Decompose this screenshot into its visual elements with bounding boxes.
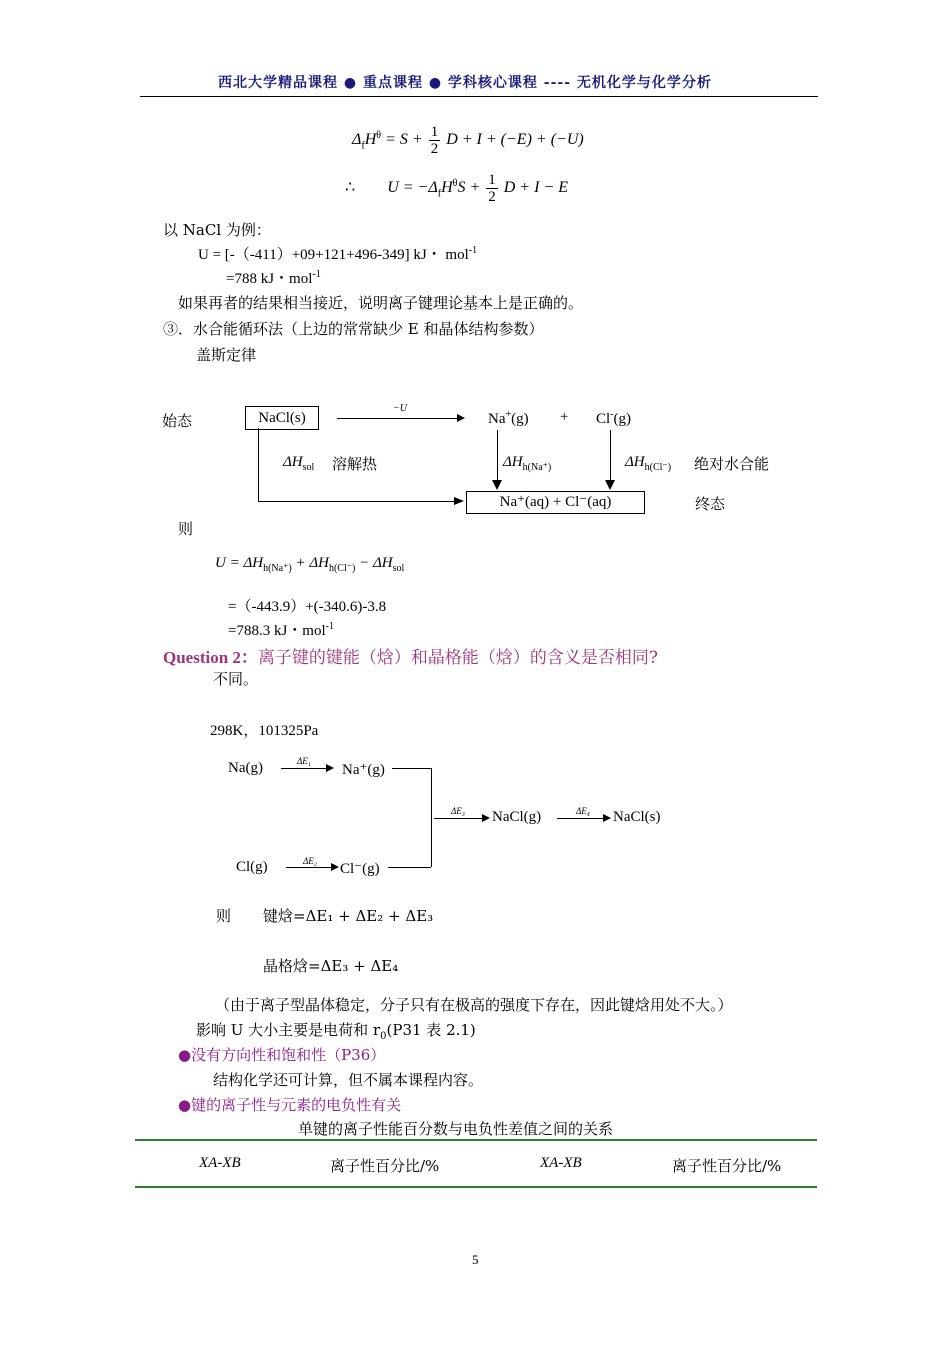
table-title: 单键的离子性能百分数与电负性差值之间的关系 [298, 1120, 614, 1138]
answer-text: 不同。 [213, 670, 259, 688]
cl-minus-gas: Cl⁻(g) [340, 861, 380, 877]
calc-line-2: =788 kJ・mol$^{-1}$ [226, 269, 321, 287]
arrow-head-right-icon [482, 814, 490, 822]
arrow-e3 [434, 818, 482, 819]
numeric-calc-2: =788.3 kJ・mol$^{-1}$ [228, 621, 334, 639]
dh-cl-hydration-label: $\Delta H_{h(Cl^-)}$ [625, 454, 672, 473]
absolute-hydration-energy-label: 绝对水合能 [694, 455, 770, 473]
numeric-calc-1: =（-443.9）+(-340.6)-3.8 [228, 599, 387, 615]
cl-gas-ion: Cl-(g) [596, 409, 632, 427]
na-gas-ion: Na+(g) [488, 409, 529, 427]
delta-e1-label: ΔE₁ [297, 756, 311, 766]
arrow-head-right-icon [331, 863, 339, 871]
born-haber-equation-2: ∴ $U = -\Delta_fH^\theta S$ + $\frac{1}{2}$ D + I − E [345, 172, 568, 205]
lattice-enthalpy-equation: 晶格焓=ΔE₃ + ΔE₄ [263, 957, 399, 975]
structural-chem-note: 结构化学还可计算，但不属本课程内容。 [213, 1071, 484, 1089]
arrow-e4 [557, 818, 603, 819]
bullet-no-direction: ●没有方向性和饱和性（P36） [178, 1046, 386, 1064]
nacl-solid: NaCl(s) [613, 809, 661, 825]
na-hydration-line [497, 430, 498, 480]
connector-bottom [388, 867, 431, 868]
sol-path-horizontal [258, 501, 454, 502]
table-header-cell: 离子性百分比/% [672, 1157, 782, 1175]
page-number: 5 [472, 1252, 479, 1267]
conditions-text: 298K，101325Pa [210, 723, 319, 739]
then-label-2: 则 [216, 907, 232, 925]
minus-u-label: −U [393, 403, 407, 414]
arrow-e1 [281, 768, 326, 769]
delta-e2-label: ΔE₂ [303, 856, 317, 866]
table-header-cell: XA-XB [540, 1155, 582, 1171]
delta-e3-label: ΔE₃ [451, 806, 465, 816]
calc-line-1: U = [-（-411）+09+121+496-349] kJ・ mol$^{-1}$ [198, 245, 478, 263]
born-haber-equation-1: $\Delta_fH^\theta = S$ + $\frac{1}{2}$ D + I + (−E) + (−U) [352, 124, 584, 157]
dissolution-heat-label: 溶解热 [332, 455, 378, 473]
nacl-solid-box: NaCl(s) [245, 406, 319, 430]
connector-top [392, 768, 431, 769]
table-top-rule [135, 1139, 817, 1141]
hess-law-label: 盖斯定律 [196, 346, 257, 364]
sol-path-vertical [258, 428, 259, 501]
aqueous-ions-box: Na⁺(aq) + Cl⁻(aq) [466, 491, 645, 514]
header-rule [140, 96, 818, 97]
arrow-e2 [286, 867, 331, 868]
conclusion-text: 如果再者的结果相当接近，说明离子键理论基本上是正确的。 [178, 294, 584, 312]
bullet-electronegativity: ●键的离子性与元素的电负性有关 [178, 1096, 402, 1114]
lattice-energy-equation: $U = \Delta H_{h(Na^+)} + \Delta H_{h(Cl^-)} - \Delta H_{sol}$ [215, 555, 405, 574]
plus-sign: + [560, 409, 569, 425]
cl-hydration-line [610, 430, 611, 480]
example-intro: 以 NaCl 为例： [163, 221, 271, 239]
dh-na-hydration-label: $\Delta H_{h(Na^+)}$ [503, 454, 552, 473]
note-ionic-crystal: （由于离子型晶体稳定，分子只有在极高的强度下存在，因此键焓用处不大。） [215, 996, 733, 1014]
arrow-head-right-icon [603, 814, 611, 822]
nacl-gas: NaCl(g) [492, 809, 542, 825]
table-header-rule [135, 1186, 817, 1188]
delta-e4-label: ΔE₄ [576, 806, 590, 816]
then-label-1: 则 [178, 520, 194, 538]
arrow-to-gas-ions [337, 418, 457, 419]
na-plus-gas: Na⁺(g) [342, 762, 385, 778]
bond-enthalpy-equation: 键焓=ΔE₁ + ΔE₂ + ΔE₃ [263, 907, 434, 925]
method-3-heading: ③．水合能循环法（上边的常常缺少 E 和晶体结构参数） [163, 320, 544, 338]
note-u-factors: 影响 U 大小主要是电荷和 $r_0(P31$ 表 2.1) [196, 1021, 476, 1042]
page-header: 西北大学精品课程 ● 重点课程 ● 学科核心课程 ---- 无机化学与化学分析 [218, 75, 712, 91]
initial-state-label: 始态 [162, 412, 193, 430]
table-header-cell: XA-XB [199, 1155, 241, 1171]
table-header-cell: 离子性百分比/% [330, 1157, 440, 1175]
arrow-head-right-icon [454, 497, 464, 505]
arrow-head-down-icon [605, 480, 615, 490]
arrow-head-right-icon [326, 764, 334, 772]
question-2: Question 2：离子键的键能（焓）和晶格能（焓）的含义是否相同? [163, 648, 659, 668]
final-state-label: 终态 [695, 495, 726, 513]
cl-gas: Cl(g) [236, 859, 268, 875]
dh-sol-label: $\Delta H_{sol}$ [283, 454, 315, 473]
na-gas: Na(g) [228, 760, 263, 776]
connector-vertical [431, 768, 432, 867]
arrow-head-right-icon [457, 414, 465, 422]
arrow-head-down-icon [492, 480, 502, 490]
